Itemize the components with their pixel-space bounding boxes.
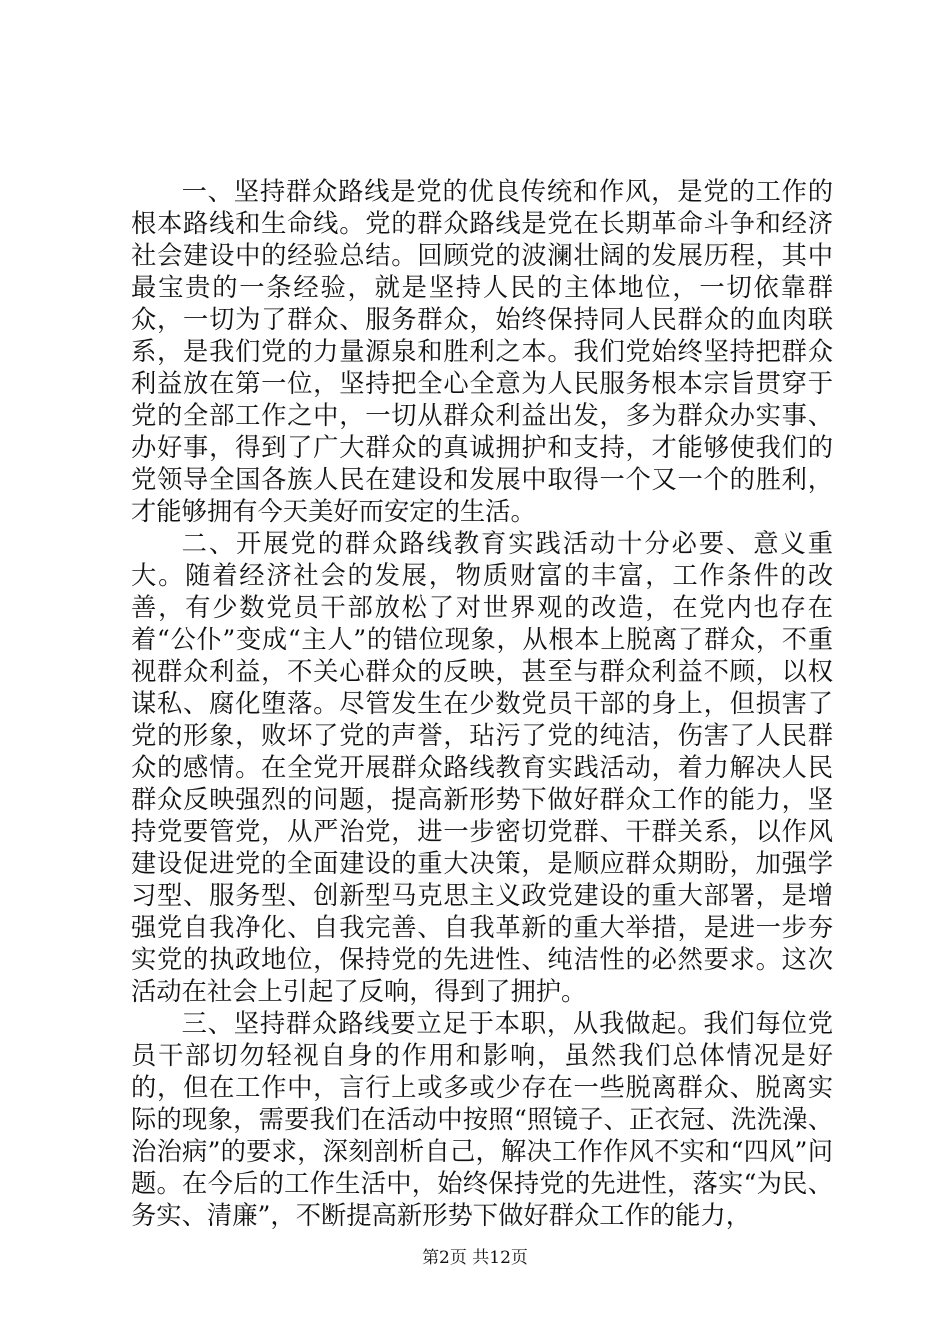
paragraph-3: 三、坚持群众路线要立足于本职，从我做起。我们每位党员干部切勿轻视自身的作用和影响，虽然我们总体情况是好的，但在工作中，言行上或多或少存在一些脱离群众、脱离实际的现象，需要我们在活动中按照“照镜子、正衣冠、洗洗澡、治治病”的要求，深刻剖析自己，解决工作作风不实和“四风”问题。在今后的工作生活中，始终保持党的先进性，落实“为民、务实、清廉”，不断提高新形势下做好群众工作的能力， — [131, 1009, 833, 1230]
paragraph-1: 一、坚持群众路线是党的优良传统和作风，是党的工作的根本路线和生命线。党的群众路线是党在长期革命斗争和经济社会建设中的经验总结。回顾党的波澜壮阔的发展历程，其中最宝贵的一条经验，就是坚持人民的主体地位，一切依靠群众，一切为了群众、服务群众，始终保持同人民群众的血肉联系，是我们党的力量源泉和胜利之本。我们党始终坚持把群众利益放在第一位，坚持把全心全意为人民服务根本宗旨贯穿于党的全部工作之中，一切从群众利益出发，多为群众办实事、办好事，得到了广大群众的真诚拥护和支持，才能够使我们的党领导全国各族人民在建设和发展中取得一个又一个的胜利，才能够拥有今天美好而安定的生活。 — [131, 177, 833, 526]
paragraph-2: 二、开展党的群众路线教育实践活动十分必要、意义重大。随着经济社会的发展，物质财富的丰富，工作条件的改善，有少数党员干部放松了对世界观的改造，在党内也存在着“公仆”变成“主人”的错位现象，从根本上脱离了群众，不重视群众利益，不关心群众的反映，甚至与群众利益不顾，以权谋私、腐化堕落。尽管发生在少数党员干部的身上，但损害了党的形象，败坏了党的声誉，玷污了党的纯洁，伤害了人民群众的感情。在全党开展群众路线教育实践活动，着力解决人民群众反映强烈的问题，提高新形势下做好群众工作的能力，坚持党要管党，从严治党，进一步密切党群、干群关系，以作风建设促进党的全面建设的重大决策，是顺应群众期盼，加强学习型、服务型、创新型马克思主义政党建设的重大部署，是增强党自我净化、自我完善、自我革新的重大举措，是进一步夯实党的执政地位，保持党的先进性、纯洁性的必然要求。这次活动在社会上引起了反响，得到了拥护。 — [131, 529, 833, 1006]
document-body — [131, 176, 833, 1232]
page-number-footer: 第2页 共12页 — [422, 1248, 528, 1268]
